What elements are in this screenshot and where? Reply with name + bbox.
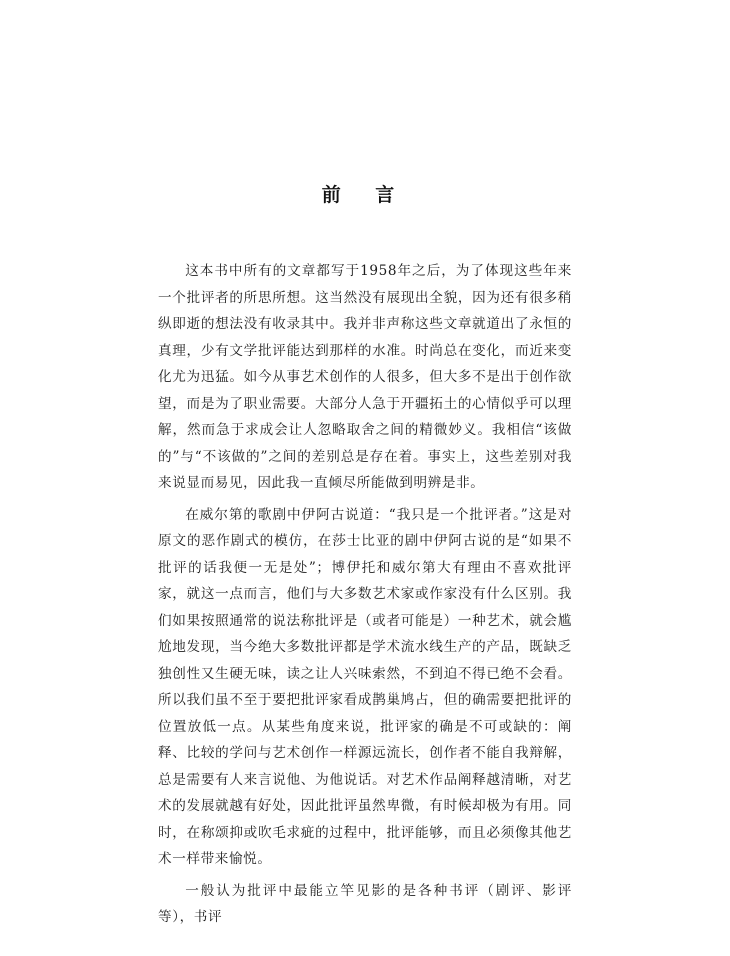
- paragraph: 在威尔第的歌剧中伊阿古说道：“我只是一个批评者。”这是对原文的恶作剧式的模仿，在莎士比亚的剧中伊阿古说的是“如果不批评的话我便一无是处”；博伊托和威尔第大有理由不喜欢批评家，就这一点而言，他们与大多数艺术家或作家没有什么区别。我们如果按照通常的说法称批评是（或者可能是）一种艺术，就会尴尬地发现，当今绝大多数批评都是学术流水线生产的产品，既缺乏独创性又生硬无味，读之让人兴味索然，不到迫不得已绝不会看。所以我们虽不至于要把批评家看成鹊巢鸠占，但的确需要把批评的位置放低一点。从某些角度来说，批评家的确是不可或缺的：阐释、比较的学问与艺术创作一样源远流长，创作者不能自我辩解，总是需要有人来言说他、为他说话。对艺术作品阐释越清晰，对艺术的发展就越有好处，因此批评虽然卑微，有时候却极为有用。同时，在称颂抑或吹毛求疵的过程中，批评能够，而且必须像其他艺术一样带来愉悦。: [158, 506, 572, 867]
- body-text: [158, 258, 572, 931]
- paragraph: 一般认为批评中最能立竿见影的是各种书评（剧评、影评等），书评: [158, 882, 572, 925]
- paragraph: 这本书中所有的文章都写于1958年之后，为了体现这些年来一个批评者的所思所想。这当然没有展现出全貌，因为还有很多稍纵即逝的想法没有收录其中。我并非声称这些文章就道出了永恒的真理，少有文学批评能达到那样的水准。时尚总在变化，而近来变化尤为迅猛。如今从事艺术创作的人很多，但大多不是出于创作欲望，而是为了职业需要。大部分人急于开疆拓土的心情似乎可以理解，然而急于求成会让人忽略取舍之间的精微妙义。我相信“该做的”与“不该做的”之间的差别总是存在着。事实上，这些差别对我来说显而易见，因此我一直倾尽所能做到明辨是非。: [158, 263, 572, 491]
- page-title: 前 言: [321, 184, 409, 206]
